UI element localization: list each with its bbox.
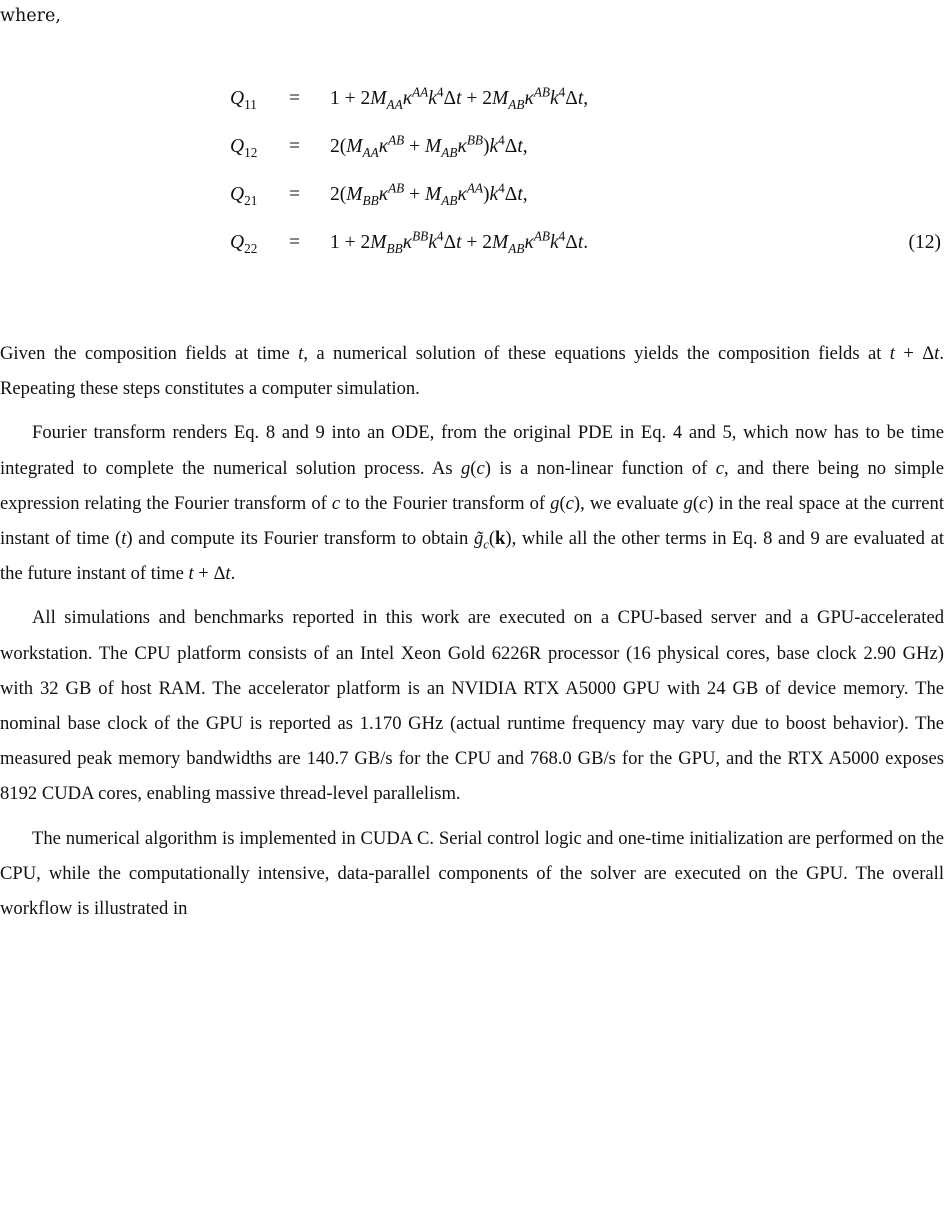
paragraph-3: All simulations and benchmarks reported in this work are executed on a CPU-based server and a GPU-accelerated workstation. The CPU platform consists of an Intel Xeon Gold 6226R processor (16 physical cores, base clock 2.90 GHz) with 32 GB of host RAM. The accelerator platform is an NVIDIA RTX A5000 GPU with 24 GB of device memory. The nominal base clock of the GPU is reported as 1.170 GHz (actual runtime frequency may vary due to boost behavior). The measured peak memory bandwidths are 140.7 GB/s for the CPU and 768.0 GB/s for the GPU, and the RTX A5000 exposes 8192 CUDA cores, enabling massive thread-level parallelism. <box>0 607 944 805</box>
equation-q11 <box>0 82 949 116</box>
equals-sign: = <box>289 136 300 157</box>
equation-q12 <box>0 130 949 164</box>
equation-rhs: $1 + 2M_{BB}\kappa^{BB}k^4\Delta t + 2M_{AB}\kappa^{AB}k^4\Delta t$. <box>330 228 589 256</box>
equals-sign: = <box>289 88 300 109</box>
equation-rhs: $2(M_{AA}\kappa^{AB} + M_{AB}\kappa^{BB})k^4\Delta t$, <box>330 132 528 160</box>
equals-sign: = <box>289 232 300 253</box>
equation-lhs: $Q_{22}$ <box>230 232 258 256</box>
body-text <box>0 336 944 926</box>
paragraph-2: Fourier transform renders Eq. 8 and 9 into an ODE, from the original PDE in Eq. 4 and 5, which now has to be time integrated to complete the numerical solution process. As g(c) is a non-linear function of c, and there being no simple expression relating the Fourier transform of c to the Fourier transform of g(c), we evaluate g(c) in the real space at the current instant of time (t) and compute its Fourier transform to obtain $g̃_c(k)$, while all the other terms in Eq. 8 and 9 are evaluated at the future instant of time t + Δt. <box>0 422 945 585</box>
paragraph-4: The numerical algorithm is implemented in CUDA C. Serial control logic and one-time initialization are performed on the CPU, while the computationally intensive, data-parallel components of the solver are executed on the GPU. The overall workflow is illustrated in <box>0 827 944 920</box>
equation-rhs: $1 + 2M_{AA}\kappa^{AA}k^4\Delta t + 2M_{AB}\kappa^{AB}k^4\Delta t$, <box>330 84 589 112</box>
equation-number: (12) <box>908 232 941 253</box>
equation-rhs: $2(M_{BB}\kappa^{AB} + M_{AB}\kappa^{AA})k^4\Delta t$, <box>330 180 528 208</box>
equation-lhs: $Q_{21}$ <box>230 184 258 208</box>
paragraph-1: Given the composition fields at time t, a numerical solution of these equations yields the composition fields at t + Δt. Repeating these steps constitutes a computer simulation. <box>0 343 944 400</box>
lead-word: where, <box>0 6 61 26</box>
equation-lhs: $Q_{12}$ <box>230 136 258 160</box>
equation-q22 <box>0 226 949 260</box>
equation-lhs: $Q_{11}$ <box>230 88 257 112</box>
equation-q21 <box>0 178 949 212</box>
equals-sign: = <box>289 184 300 205</box>
